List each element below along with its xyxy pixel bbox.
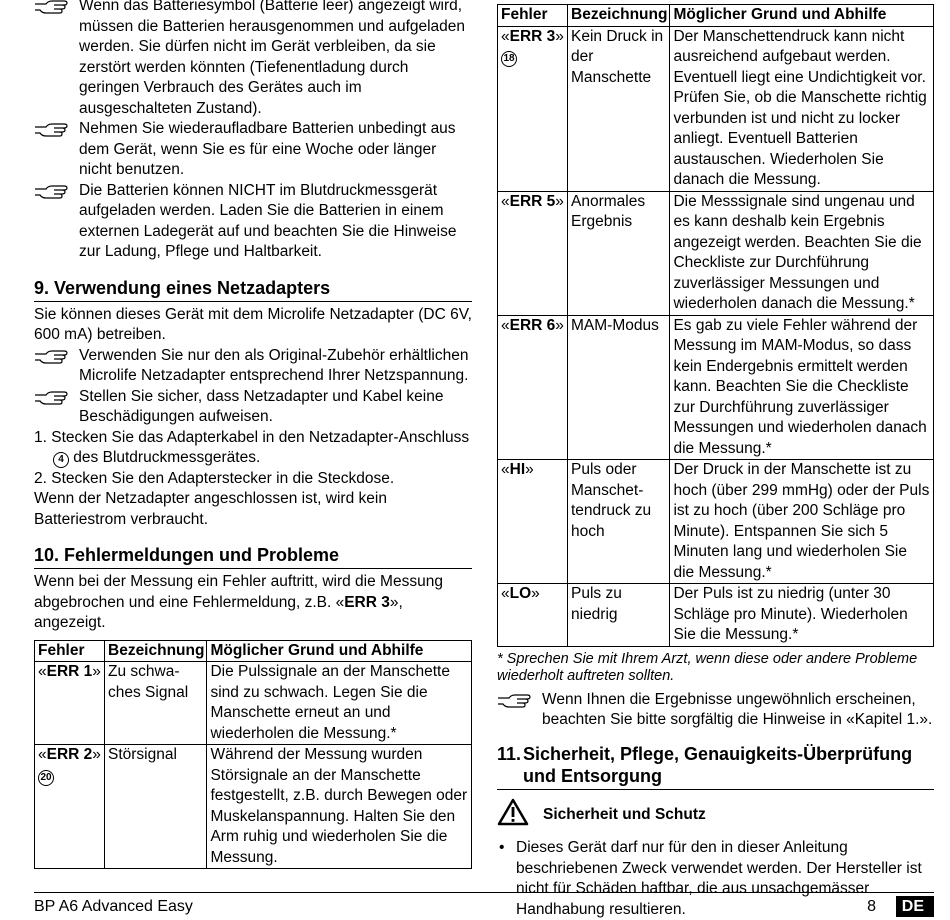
error-table-left <box>34 640 472 870</box>
table-row <box>498 460 934 584</box>
error-name-cell: Anormales Ergebnis <box>568 191 670 315</box>
hint-battery-empty <box>34 0 472 119</box>
left-column <box>34 0 472 869</box>
error-name-cell: Puls oder Manschet-tendruck zu hoch <box>568 460 670 584</box>
pointing-hand-icon <box>34 0 68 14</box>
error-code-cell: «LO» <box>498 584 568 647</box>
page-footer <box>34 892 934 915</box>
error-remedy-cell: Der Druck in der Manschette ist zu hoch (über 299 mmHg) oder der Puls ist zu hoch (über 200 Schläge pro Minute). Entspannen Sie sich 5 Minuten lang und wiederholen Sie die Messung.* <box>670 460 934 584</box>
warning-triangle-icon <box>497 798 529 833</box>
error-remedy-cell: Es gab zu viele Fehler während der Messung im MAM-Modus, so dass kein Endergebnis ermittelt werden kann. Beachten Sie die Checkliste zur Durchführung zuverlässiger Messungen und wiederholen danach die Messung.* <box>670 315 934 460</box>
error-code-cell: «ERR 3» 18 <box>498 26 568 191</box>
section-10-intro: Wenn bei der Messung ein Fehler auftritt, wird die Messung abgebrochen und eine Fehlermeldung, z.B. «ERR 3», angezeigt. <box>34 573 443 631</box>
section-9-heading: 9. Verwendung eines Netzadapters <box>34 277 472 302</box>
step-2: 2. Stecken Sie den Adapterstecker in die Steckdose. <box>34 469 395 487</box>
safety-bullet: • Dieses Gerät darf nur für den in dieser Anleitung beschriebenen Zweck verwendet werden. Der Hersteller ist nicht für Schäden haftbar, die aus unsachgemässer Handhabung resultieren. <box>497 838 934 920</box>
section-10-heading: 10. Fehlermeldungen und Probleme <box>34 544 472 569</box>
table-footnote: * Sprechen Sie mit Ihrem Arzt, wenn diese oder andere Probleme wiederholt auftreten sollten. <box>497 650 918 684</box>
table-header: Fehler <box>35 640 105 662</box>
table-header: Fehler <box>498 5 568 27</box>
hint-text: Die Batterien können NICHT im Blutdruckmessgerät aufgeladen werden. Laden Sie die Batterien in einem externen Ladegerät auf und beachten Sie die Hinweise zur Ladung, Pflege und Haltbarkeit. <box>79 181 457 260</box>
section-11-heading: 11. Sicherheit, Pflege, Genauigkeits-Überprüfung und Entsorgung <box>497 743 934 790</box>
hint-text: Wenn Ihnen die Ergebnisse ungewöhnlich erscheinen, beachten Sie bitte sorgfältig die Hinweise in «Kapitel 1.». <box>542 690 933 728</box>
error-code-cell: «ERR 6» <box>498 315 568 460</box>
error-remedy-cell: Der Puls ist zu niedrig (unter 30 Schläge pro Minute). Wiederholen Sie die Messung.* <box>670 584 934 647</box>
error-remedy-cell: Die Messsignale sind ungenau und es kann deshalb kein Ergebnis angezeigt werden. Beachten Sie die Checkliste zur Durchführung zuverlässiger Messungen und wiederholen danach die Messung.* <box>670 191 934 315</box>
error-name-cell: Störsignal <box>105 745 207 869</box>
table-header: Möglicher Grund und Abhilfe <box>670 5 934 27</box>
page-number: 8 <box>867 898 876 915</box>
error-name-cell: Kein Druck in der Manschette <box>568 26 670 191</box>
table-row <box>498 191 934 315</box>
hint-text: Nehmen Sie wiederaufladbare Batterien unbedingt aus dem Gerät, wenn Sie es für eine Woche oder länger nicht benutzen. <box>79 120 456 178</box>
hint-adapter-original <box>34 346 472 387</box>
language-badge: DE <box>896 896 934 917</box>
error-name-cell: MAM-Modus <box>568 315 670 460</box>
hint-rechargeable <box>34 119 472 181</box>
hint-charging <box>34 181 472 263</box>
table-header: Bezeichnung <box>105 640 207 662</box>
safety-subheading: Sicherheit und Schutz <box>497 798 934 833</box>
error-name-cell: Puls zu niedrig <box>568 584 670 647</box>
error-code-cell: «ERR 2» 20 <box>35 745 105 869</box>
error-table-right <box>497 4 934 647</box>
hint-text: Wenn das Batteriesymbol (Batterie leer) angezeigt wird, müssen die Batterien herausgenommen und aufgeladen werden. Sie dürfen nicht im Gerät verbleiben, da sie zerstört werden könnten (Tiefenentladung durch geringen Verbrauch des Gerätes auch im ausgeschalteten Zustand). <box>79 0 466 117</box>
step-1: 1. Stecken Sie das Adapterkabel in den Netzadapter-Anschluss 4 des Blutdruckmessgerätes. <box>34 428 470 466</box>
table-row <box>35 662 472 745</box>
table-header-row <box>498 5 934 27</box>
reference-number-badge: 18 <box>501 51 517 67</box>
error-code-cell: «ERR 1» <box>35 662 105 745</box>
hint-text: Stellen Sie sicher, dass Netzadapter und Kabel keine Beschädigungen aufweisen. <box>79 387 444 425</box>
table-header: Möglicher Grund und Abhilfe <box>207 640 472 662</box>
error-code-cell: «HI» <box>498 460 568 584</box>
reference-number-badge: 20 <box>38 770 54 786</box>
product-title: BP A6 Advanced Easy <box>34 898 193 915</box>
error-name-cell: Zu schwa-ches Signal <box>105 662 207 745</box>
table-header: Bezeichnung <box>568 5 670 27</box>
error-remedy-cell: Der Manschettendruck kann nicht ausreichend aufgebaut werden. Eventuell liegt eine Undichtigkeit vor. Prüfen Sie, ob die Manschette richtig verbunden ist und nicht zu locker anliegt. Eventuell Batterien austauschen. Wiederholen Sie danach die Messung. <box>670 26 934 191</box>
table-row <box>498 26 934 191</box>
pointing-hand-icon <box>34 121 68 137</box>
table-row <box>35 745 472 869</box>
table-header-row <box>35 640 472 662</box>
pointing-hand-icon <box>34 389 68 405</box>
hint-adapter-damage <box>34 387 472 428</box>
right-column <box>497 4 934 920</box>
table-row <box>498 584 934 647</box>
hint-text: Verwenden Sie nur den als Original-Zubehör erhältlichen Microlife Netzadapter entsprechend Ihrer Netzspannung. <box>79 346 469 384</box>
hint-unusual-results <box>497 690 934 731</box>
pointing-hand-icon <box>34 348 68 364</box>
reference-number-badge: 4 <box>53 452 69 468</box>
error-code-cell: «ERR 5» <box>498 191 568 315</box>
section-9-intro: Sie können dieses Gerät mit dem Microlife Netzadapter (DC 6V, 600 mA) betreiben. <box>34 305 472 343</box>
table-row <box>498 315 934 460</box>
error-remedy-cell: Während der Messung wurden Störsignale an der Manschette festgestellt, z.B. durch Bewegen oder Muskelanspannung. Halten Sie den Arm ruhig und wiederholen Sie die Messung. <box>207 745 472 869</box>
pointing-hand-icon <box>34 183 68 199</box>
error-remedy-cell: Die Pulssignale an der Manschette sind zu schwach. Legen Sie die Manschette erneut an und wiederholen die Messung.* <box>207 662 472 745</box>
section-9-outro: Wenn der Netzadapter angeschlossen ist, wird kein Batteriestrom verbraucht. <box>34 490 387 528</box>
pointing-hand-icon <box>497 692 531 708</box>
